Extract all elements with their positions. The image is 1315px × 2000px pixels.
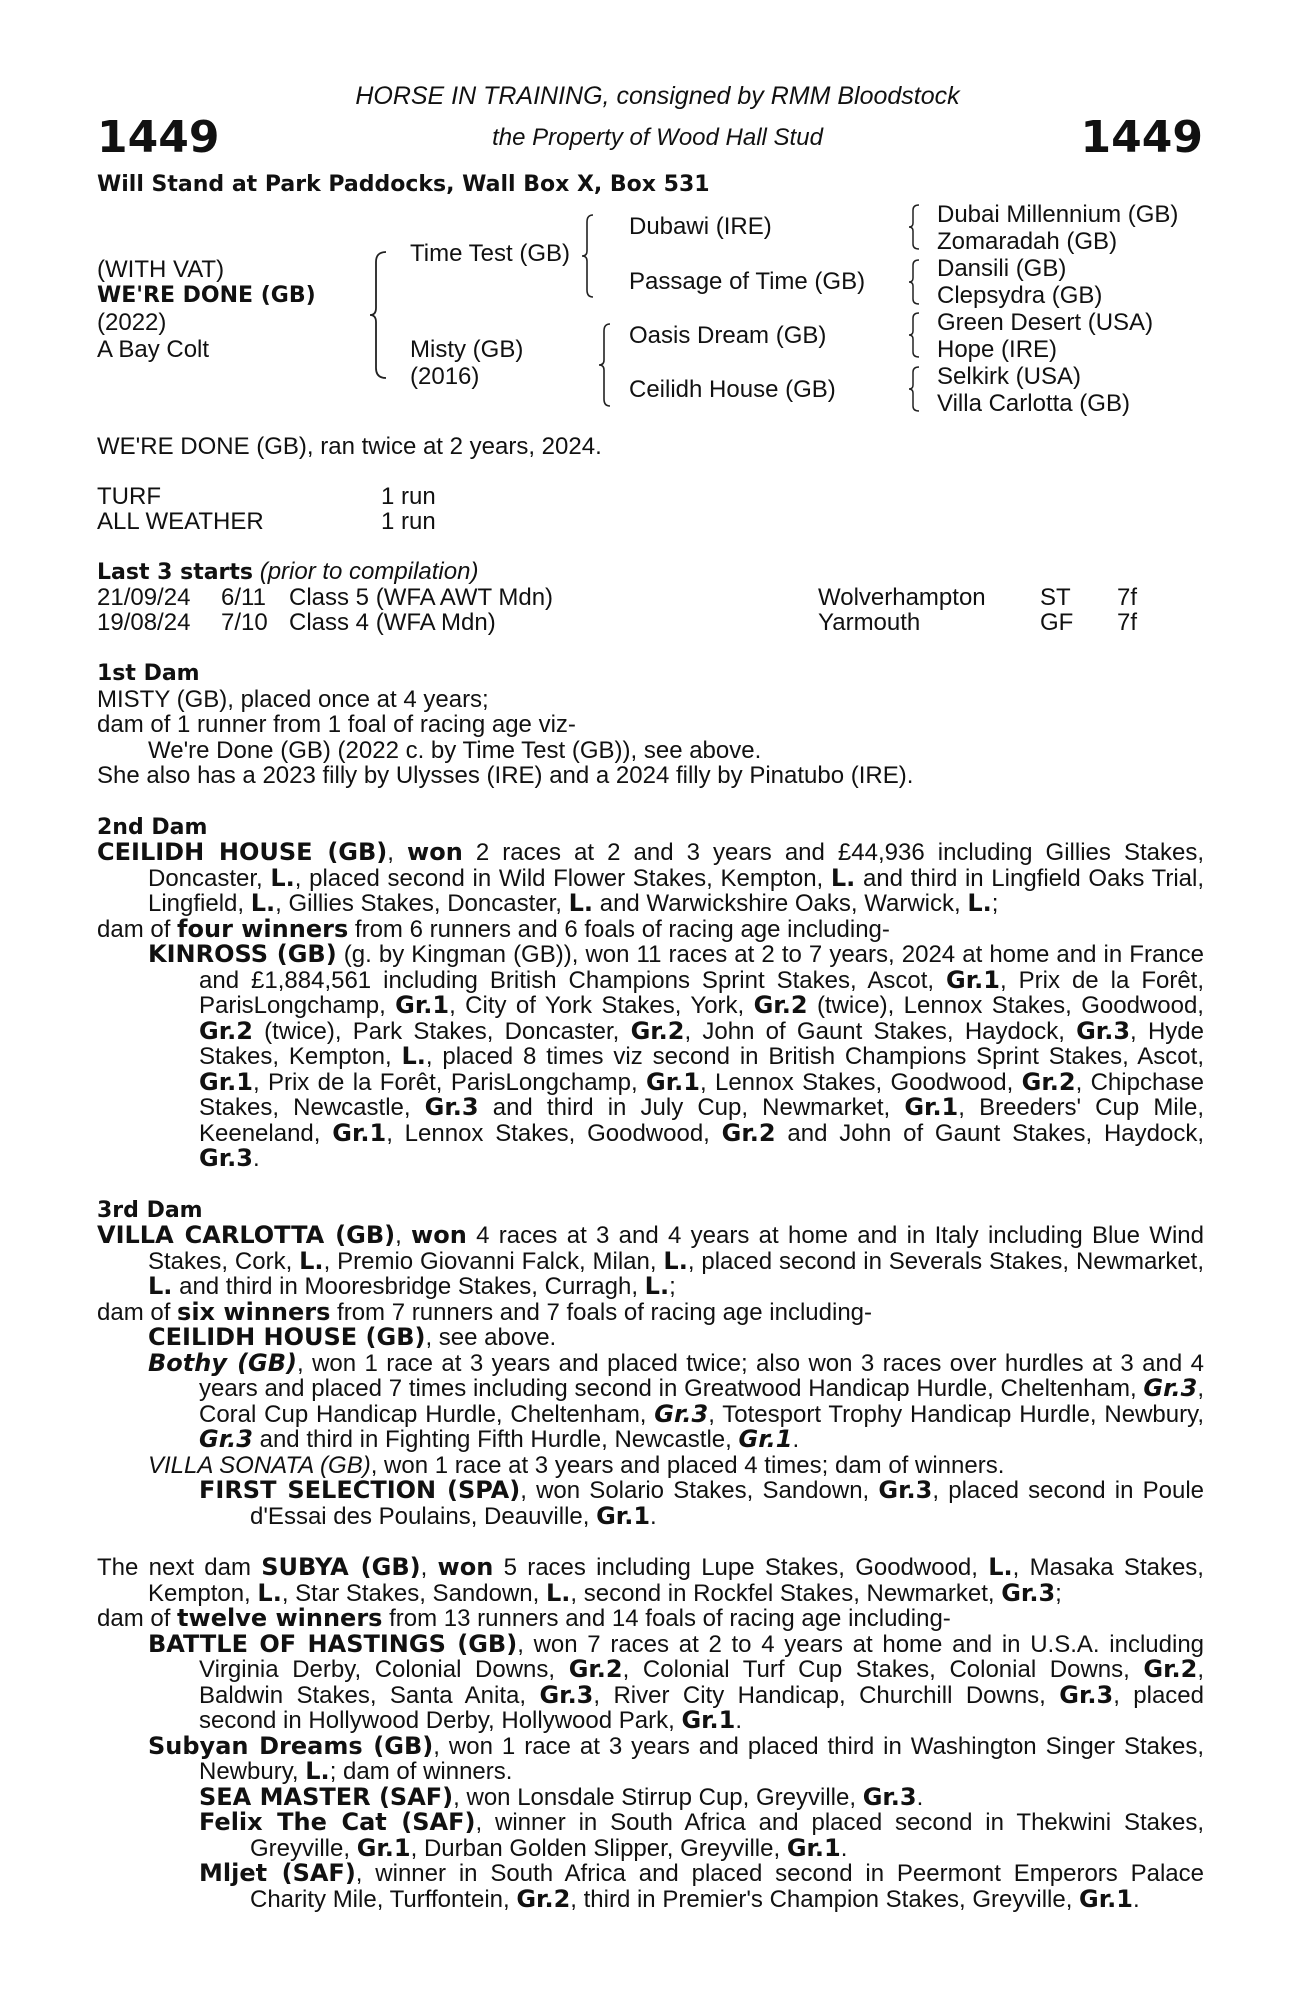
first-dam-line: She also has a 2023 filly by Ulysses (IRE) and a 2024 filly by Pinatubo (IRE). xyxy=(97,762,914,789)
start-position: 6/11 xyxy=(221,584,266,611)
vat-label: (WITH VAT) xyxy=(97,256,225,283)
lot-number-left: 1449 xyxy=(97,112,220,163)
start-distance: 7f xyxy=(1117,584,1138,611)
next-dam-record: The next dam SUBYA (GB), won 5 races including Lupe Stakes, Goodwood, L., Masaka Stakes, Kempton, L., Star Stakes, Sandown, L., second in Rockfel Stakes, Newmarket, Gr.3; xyxy=(97,1553,1204,1607)
first-selection-record: FIRST SELECTION (SPA), won Solario Stakes, Sandown, Gr.3, placed second in Poule d'Essai des Poulains, Deauville, Gr.1. xyxy=(199,1476,1205,1530)
start-date: 19/08/24 xyxy=(97,609,191,636)
first-dam-title: 1st Dam xyxy=(97,661,200,686)
dam-dam: Ceilidh House (GB) xyxy=(629,376,836,403)
first-dam-produce: We're Done (GB) (2022 c. by Time Test (GB)), see above. xyxy=(148,736,762,764)
felix-the-cat-record: Felix The Cat (SAF), winner in South Africa and placed second in Thekwini Stakes, Greyville, Gr.1, Durban Golden Slipper, Greyville, Gr.1. xyxy=(199,1808,1205,1862)
pedigree-bracket-g2 xyxy=(907,258,921,306)
start-going: ST xyxy=(1040,584,1071,611)
sire-dam-sire: Dansili (GB) xyxy=(937,255,1067,282)
start-course: Yarmouth xyxy=(818,609,921,636)
horse-name: WE'RE DONE (GB) xyxy=(97,283,316,308)
kinross-name: KINROSS (GB) xyxy=(148,940,337,968)
sea-master-record: SEA MASTER (SAF), won Lonsdale Stirrup Cup, Greyville, Gr.3. xyxy=(199,1782,924,1811)
second-dam-name: CEILIDH HOUSE (GB) xyxy=(97,838,388,866)
start-going: GF xyxy=(1040,609,1074,636)
dam-dam-dam: Villa Carlotta (GB) xyxy=(937,390,1130,417)
battle-of-hastings-record: BATTLE OF HASTINGS (GB), won 7 races at 2 to 4 years at home and in U.S.A. including Virginia Derby, Colonial Downs, Gr.2, Colonial Turf Cup Stakes, Colonial Downs, Gr.2, Baldwin Stakes, Santa Anita, Gr.3, River City Handicap, Churchill Downs, Gr.3, placed second in Hollywood Derby, Hollywood Park, Gr.1. xyxy=(148,1629,1205,1734)
start-date: 21/09/24 xyxy=(97,584,191,611)
surface-runs: 1 run xyxy=(381,508,436,535)
dam-year: (2016) xyxy=(410,363,480,390)
pedigree-bracket-dam xyxy=(597,322,613,408)
second-dam-record: CEILIDH HOUSE (GB), won 2 races at 2 and 3 years and £44,936 including Gillies Stakes, Doncaster, L., placed second in Wild Flower Stakes, Kempton, L. and third in Lingfield Oaks Trial, Lingfield, L., Gillies Stakes, Doncaster, L. and Warwickshire Oaks, Warwick, L.; xyxy=(97,838,1205,917)
subyan-dreams-record: Subyan Dreams (GB), won 1 race at 3 years and placed third in Washington Singer Stakes, Newbury, L.; dam of winners. xyxy=(148,1731,1205,1785)
dam: Misty (GB) xyxy=(410,336,524,363)
first-dam-line: MISTY (GB), placed once at 4 years; xyxy=(97,685,489,713)
consignor-line: HORSE IN TRAINING, consigned by RMM Bloodstock xyxy=(355,82,960,110)
stand-location: Will Stand at Park Paddocks, Wall Box X, Box 531 xyxy=(97,172,710,197)
third-dam-title: 3rd Dam xyxy=(97,1197,203,1223)
dam-sire-dam: Hope (IRE) xyxy=(937,336,1058,363)
pedigree-bracket-main xyxy=(368,250,390,380)
lot-number-right: 1449 xyxy=(1080,112,1203,163)
third-dam-name: VILLA CARLOTTA (GB) xyxy=(97,1221,396,1249)
ceilidh-house-entry: CEILIDH HOUSE (GB), see above. xyxy=(148,1323,557,1351)
sire-dam: Passage of Time (GB) xyxy=(629,268,866,295)
pedigree-bracket-g3 xyxy=(907,311,921,359)
villa-sonata-record: VILLA SONATA (GB), won 1 race at 3 years and placed 4 times; dam of winners. xyxy=(148,1451,1005,1479)
horse-year: (2022) xyxy=(97,309,167,336)
sire-sire-dam: Zomaradah (GB) xyxy=(937,228,1118,255)
horse-description: A Bay Colt xyxy=(97,336,210,363)
next-dam-name: SUBYA (GB) xyxy=(261,1553,421,1581)
bothy-name: Bothy (GB) xyxy=(148,1348,298,1377)
pedigree-bracket-g4 xyxy=(907,365,921,413)
surface-label: TURF xyxy=(97,483,161,510)
dam-dam-sire: Selkirk (USA) xyxy=(937,363,1082,390)
next-dam-produce-summary: dam of twelve winners from 13 runners and 14 foals of racing age including- xyxy=(97,1604,951,1632)
sire-sire-sire: Dubai Millennium (GB) xyxy=(937,201,1179,228)
bothy-record: Bothy (GB), won 1 race at 3 years and placed twice; also won 3 races over hurdles at 3 and 4 years and placed 7 times including second in Greatwood Handicap Hurdle, Cheltenham, Gr.3, Coral Cup Handicap Hurdle, Cheltenham, Gr.3, Totesport Trophy Handicap Hurdle, Newbury, Gr.3 and third in Fighting Fifth Hurdle, Newcastle, Gr.1. xyxy=(148,1348,1204,1453)
start-race: Class 4 (WFA Mdn) xyxy=(289,609,496,636)
kinross-record: KINROSS (GB) (g. by Kingman (GB)), won 11 races at 2 to 7 years, 2024 at home and in France and £1,884,561 including British Champions Sprint Stakes, Ascot, Gr.1, Prix de la Forêt, ParisLongchamp, Gr.1, City of York Stakes, York, Gr.2 (twice), Lennox Stakes, Goodwood, Gr.2 (twice), Park Stakes, Doncaster, Gr.2, John of Gaunt Stakes, Haydock, Gr.3, Hyde Stakes, Kempton, L., placed 8 times viz second in British Champions Sprint Stakes, Ascot, Gr.1, Prix de la Forêt, ParisLongchamp, Gr.1, Lennox Stakes, Goodwood, Gr.2, Chipchase Stakes, Newcastle, Gr.3 and third in July Cup, Newmarket, Gr.1, Breeders' Cup Mile, Keeneland, Gr.1, Lennox Stakes, Goodwood, Gr.2 and John of Gaunt Stakes, Haydock, Gr.3. xyxy=(148,940,1205,1172)
surface-label: ALL WEATHER xyxy=(97,508,264,535)
second-dam-title: 2nd Dam xyxy=(97,814,208,840)
last-starts-title: Last 3 starts xyxy=(97,560,254,585)
pedigree-bracket-sire xyxy=(580,213,596,299)
sire-dam-dam: Clepsydra (GB) xyxy=(937,282,1103,309)
third-dam-produce-summary: dam of six winners from 7 runners and 7 foals of racing age including- xyxy=(97,1297,873,1326)
property-line: the Property of Wood Hall Stud xyxy=(492,124,823,151)
sire-sire: Dubawi (IRE) xyxy=(629,213,772,240)
dam-sire-sire: Green Desert (USA) xyxy=(937,309,1154,336)
start-race: Class 5 (WFA AWT Mdn) xyxy=(289,584,554,611)
surface-runs: 1 run xyxy=(381,483,436,510)
start-distance: 7f xyxy=(1117,609,1138,636)
dam-sire: Oasis Dream (GB) xyxy=(629,322,827,349)
dam-records xyxy=(97,661,1204,1912)
last-starts-heading xyxy=(97,559,478,586)
third-dam-record: VILLA CARLOTTA (GB), won 4 races at 3 and 4 years at home and in Italy including Blue Wind Stakes, Cork, L., Premio Giovanni Falck, Milan, L., placed second in Severals Stakes, Newmarket, L. and third in Mooresbridge Stakes, Curragh, L.; xyxy=(97,1221,1205,1300)
mljet-record: Mljet (SAF), winner in South Africa and placed second in Peermont Emperors Palace Charity Mile, Turffontein, Gr.2, third in Premier's Champion Stakes, Greyville, Gr.1. xyxy=(199,1859,1204,1913)
pedigree-bracket-g1 xyxy=(907,203,921,251)
start-course: Wolverhampton xyxy=(818,584,986,611)
race-summary: WE'RE DONE (GB), ran twice at 2 years, 2024. xyxy=(97,433,602,460)
last-starts-subtitle: (prior to compilation) xyxy=(259,558,479,585)
second-dam-produce-summary: dam of four winners from 6 runners and 6 foals of racing age including- xyxy=(97,914,890,943)
first-dam-line: dam of 1 runner from 1 foal of racing age viz- xyxy=(97,711,576,738)
sire: Time Test (GB) xyxy=(410,240,571,267)
start-position: 7/10 xyxy=(221,609,268,636)
